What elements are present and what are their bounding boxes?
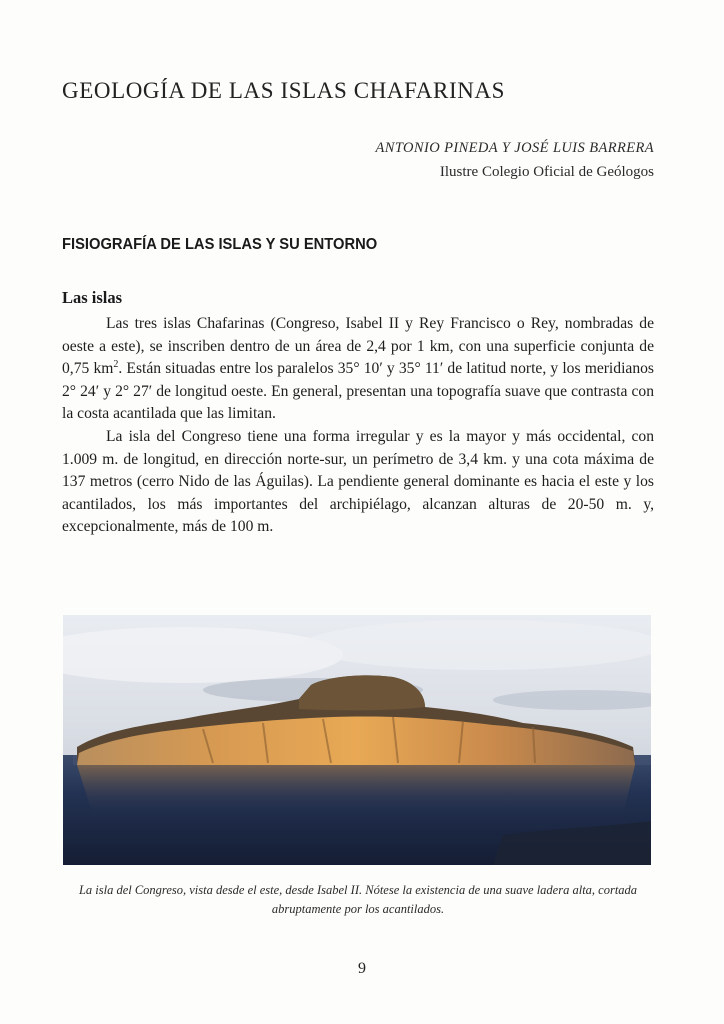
page-number: 9 <box>358 960 366 977</box>
section-heading: FISIOGRAFÍA DE LAS ISLAS Y SU ENTORNO <box>62 236 378 253</box>
paragraph-1-text: Las tres islas Chafarinas (Congreso, Isabel II y Rey Francisco o Rey, nombradas de oeste a este), se inscriben dentro de un área de 2,4 por 1 km, con una superficie conjunta de 0,75 km <box>62 315 654 378</box>
superscript: 2 <box>113 359 119 370</box>
paragraph-2: La isla del Congreso tiene una forma irregular y es la mayor y más occidental, con 1.009 m. de longitud, en dirección norte-sur, un perímetro de 3,4 km. y una cota máxima de 137 metros (cerro Nido de las Águilas). La pendiente general dominante es hacia el este y los acantilados, los más importantes del archipiélago, alcanzan alturas de 20-50 m. y, excepcionalmente, más de 100 m. <box>62 427 654 536</box>
authors: ANTONIO PINEDA Y JOSÉ LUIS BARRERA <box>375 140 654 156</box>
institution: Ilustre Colegio Oficial de Geólogos <box>439 164 654 180</box>
document-title: GEOLOGÍA DE LAS ISLAS CHAFARINAS <box>62 78 506 103</box>
body-text <box>62 313 654 539</box>
subheading: Las islas <box>62 288 123 307</box>
paragraph-1-text-cont: . Están situadas entre los paralelos 35° 10′ y 35° 11′ de latitud norte, y los meridianos 2° 24′ y 2° 27′ de longitud oeste. En general, presentan una topografía suave que contrasta con la costa acantilada que las limitan. <box>62 360 654 423</box>
paragraph-1 <box>62 313 654 426</box>
figure-caption: La isla del Congreso, vista desde el este, desde Isabel II. Nótese la existencia de una suave ladera alta, cortada abruptamente por los acantilados. <box>78 883 638 916</box>
island-photo <box>63 615 651 865</box>
